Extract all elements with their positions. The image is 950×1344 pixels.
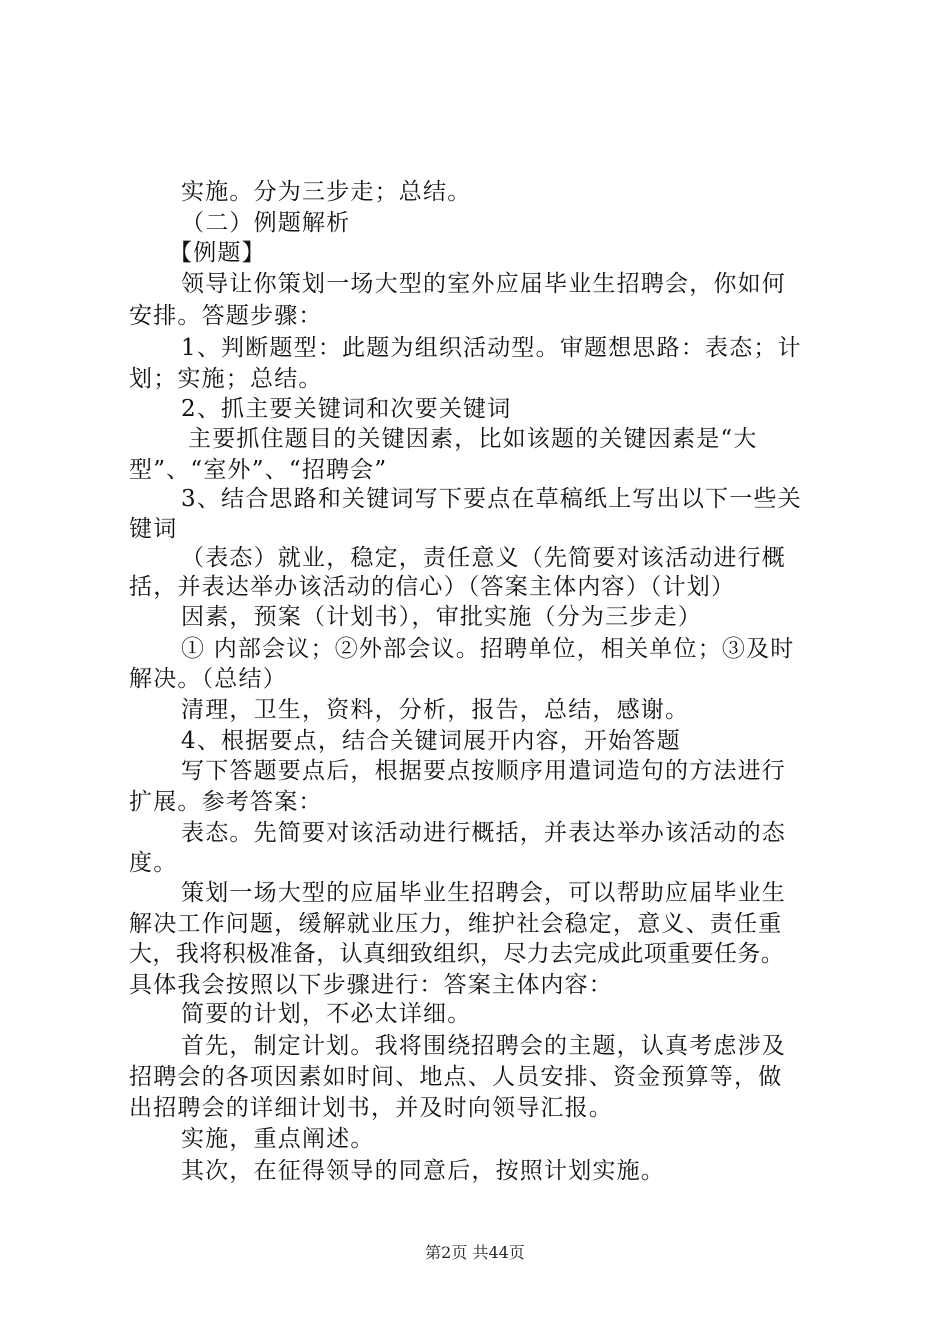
text-line: 划；实施；总结。 [129, 366, 323, 392]
page-footer: 第2页 共44页 [425, 1243, 525, 1262]
text-line: 【例题】 [169, 240, 266, 266]
text-line: 大，我将积极准备，认真细致组织，尽力去完成此项重要任务。 [129, 941, 785, 967]
text-line: 简要的计划，不必太详细。 [181, 1001, 472, 1027]
text-line: ① 内部会议；②外部会议。招聘单位，相关单位；③及时 [181, 636, 795, 662]
text-line: 主要抓住题目的关键因素，比如该题的关键因素是“大 [188, 426, 758, 452]
text-line: 安排。答题步骤： [129, 303, 323, 329]
text-line: 其次，在征得领导的同意后，按照计划实施。 [181, 1158, 665, 1184]
text-line: 首先，制定计划。我将围绕招聘会的主题，认真考虑涉及 [181, 1033, 786, 1059]
text-line: 型”、“室外”、“招聘会” [129, 457, 388, 483]
text-line: 4、根据要点，结合关键词展开内容，开始答题 [181, 728, 681, 754]
text-line: 1、判断题型：此题为组织活动型。审题想思路：表态；计 [181, 335, 802, 361]
text-line: 具体我会按照以下步骤进行：答案主体内容： [129, 972, 613, 998]
text-line: 实施，重点阐述。 [181, 1126, 375, 1152]
text-line: 度。 [129, 850, 178, 876]
text-line: 3、结合思路和关键词写下要点在草稿纸上写出以下一些关 [181, 486, 802, 512]
text-line: 括，并表达举办该活动的信心）（答案主体内容）（计划） [129, 574, 736, 600]
text-line: 表态。先简要对该活动进行概括，并表达举办该活动的态 [181, 820, 786, 846]
text-line: 招聘会的各项因素如时间、地点、人员安排、资金预算等，做 [129, 1064, 783, 1090]
text-line: 扩展。参考答案： [129, 789, 323, 815]
text-line: （二）例题解析 [181, 210, 351, 236]
text-line: 键词 [129, 516, 178, 542]
text-line: 解决。（总结） [129, 666, 287, 692]
text-line: 2、抓主要关键词和次要关键词 [181, 396, 512, 422]
text-line: 清理，卫生，资料，分析，报告，总结，感谢。 [181, 697, 690, 723]
text-line: 出招聘会的详细计划书，并及时向领导汇报。 [129, 1095, 613, 1121]
text-line: 写下答题要点后，根据要点按顺序用遣词造句的方法进行 [181, 758, 786, 784]
text-line: 解决工作问题，缓解就业压力，维护社会稳定，意义、责任重 [129, 911, 783, 937]
text-line: 实施。分为三步走；总结。 [181, 179, 472, 205]
text-line: 因素，预案（计划书），审批实施（分为三步走） [181, 604, 702, 630]
text-line: （表态）就业，稳定，责任意义（先简要对该活动进行概 [181, 545, 786, 571]
text-line: 领导让你策划一场大型的室外应届毕业生招聘会，你如何 [181, 271, 786, 297]
text-line: 策划一场大型的应届毕业生招聘会，可以帮助应届毕业生 [181, 880, 786, 906]
